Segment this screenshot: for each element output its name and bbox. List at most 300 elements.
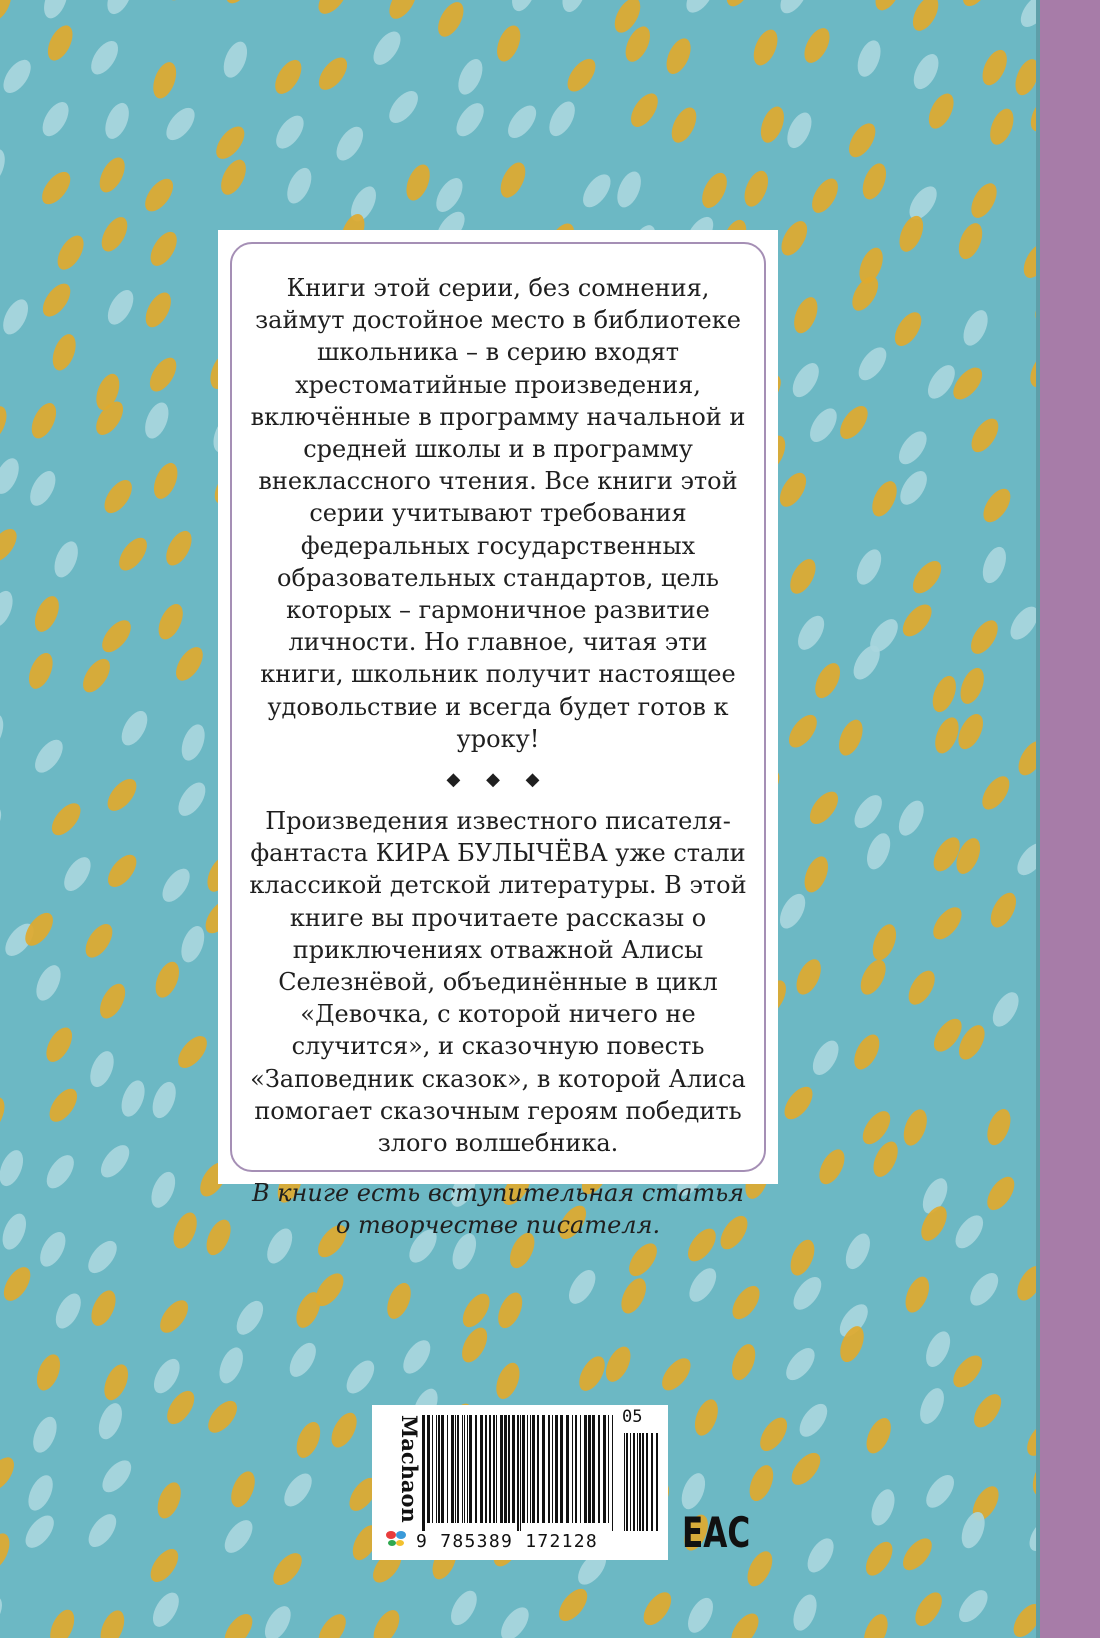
confetti-dot xyxy=(99,475,137,518)
confetti-dot xyxy=(0,295,33,338)
confetti-dot xyxy=(114,533,153,575)
barcode-digits: 9 785389 172128 xyxy=(416,1531,599,1552)
confetti-dot xyxy=(0,1592,7,1635)
barcode-addon-digits: 05 xyxy=(622,1407,643,1427)
confetti-dot xyxy=(30,593,64,636)
confetti-dot xyxy=(23,1471,57,1514)
confetti-dot xyxy=(27,399,61,442)
confetti-dot xyxy=(959,306,993,349)
confetti-dot xyxy=(37,279,75,322)
confetti-dot xyxy=(219,38,252,81)
confetti-dot xyxy=(313,0,352,19)
confetti-dot xyxy=(0,588,17,631)
confetti-dot xyxy=(382,1280,415,1323)
confetti-dot xyxy=(901,1273,934,1316)
confetti-dot xyxy=(909,50,944,93)
confetti-dot xyxy=(802,1534,839,1577)
confetti-dot xyxy=(779,1082,818,1124)
confetti-dot xyxy=(96,213,132,256)
confetti-dot xyxy=(95,1140,134,1182)
confetti-dot xyxy=(45,1606,79,1638)
confetti-dot xyxy=(726,1609,764,1638)
confetti-dot xyxy=(94,153,129,196)
confetti-dot xyxy=(0,679,5,722)
confetti-dot xyxy=(384,86,424,128)
confetti-dot xyxy=(895,212,928,255)
confetti-dot xyxy=(814,1145,850,1188)
barcode-bar xyxy=(455,1415,456,1523)
barcode-bar xyxy=(612,1415,613,1531)
barcode-addon-bar xyxy=(646,1433,648,1531)
confetti-dot xyxy=(31,961,65,1004)
confetti-dot xyxy=(775,890,811,933)
confetti-dot xyxy=(683,1594,718,1637)
confetti-dot xyxy=(154,600,188,643)
confetti-dot xyxy=(978,46,1012,89)
confetti-dot xyxy=(368,27,406,70)
barcode-bar xyxy=(500,1415,503,1523)
confetti-dot xyxy=(59,853,96,896)
confetti-dot xyxy=(0,331,4,374)
confetti-dot xyxy=(616,1274,651,1317)
confetti-dot xyxy=(398,1336,436,1379)
confetti-dot xyxy=(969,1389,1007,1432)
confetti-dot xyxy=(177,923,209,966)
confetti-dot xyxy=(783,710,822,752)
barcode-bar xyxy=(427,1415,430,1523)
confetti-dot xyxy=(578,170,616,213)
barcode-bar xyxy=(496,1415,497,1523)
confetti-dot xyxy=(907,556,946,598)
barcode-bar xyxy=(548,1415,550,1523)
confetti-dot xyxy=(94,1400,126,1443)
confetti-dot xyxy=(83,1509,122,1551)
confetti-dot xyxy=(48,331,80,374)
confetti-dot xyxy=(100,1361,133,1404)
confetti-dot xyxy=(161,527,197,570)
confetti-dot xyxy=(43,22,78,65)
confetti-dot xyxy=(86,1287,120,1330)
confetti-dot xyxy=(786,1448,826,1490)
confetti-dot xyxy=(271,111,309,154)
svg-text:EAC: EAC xyxy=(682,1508,751,1558)
confetti-dot xyxy=(897,599,937,641)
confetti-dot xyxy=(496,159,531,202)
barcode-bar xyxy=(555,1415,558,1523)
confetti-dot xyxy=(221,0,258,8)
confetti-dot xyxy=(46,798,86,840)
confetti-dot xyxy=(966,616,1004,659)
confetti-dot xyxy=(928,902,967,944)
confetti-dot xyxy=(786,1236,819,1279)
barcode-bar xyxy=(542,1415,545,1523)
confetti-dot xyxy=(953,710,988,753)
confetti-dot xyxy=(25,467,61,510)
confetti-dot xyxy=(775,468,812,511)
confetti-dot xyxy=(948,1350,988,1392)
confetti-dot xyxy=(793,611,830,654)
confetti-dot xyxy=(0,1453,19,1496)
confetti-dot xyxy=(103,286,139,329)
confetti-dot xyxy=(889,308,926,351)
confetti-dot xyxy=(544,97,580,140)
eac-certification-mark xyxy=(682,1503,751,1558)
confetti-dot xyxy=(20,1511,59,1553)
confetti-dot xyxy=(908,0,944,35)
confetti-dot xyxy=(856,956,891,999)
confetti-dot xyxy=(868,1138,902,1181)
confetti-dot xyxy=(853,37,885,80)
confetti-dot xyxy=(781,1343,820,1385)
confetti-dot xyxy=(966,414,1004,457)
series-description: Книги этой серии, без сомнения, займут достойное место в библиотеке школьника – в серию входят хрестоматийные произведения, включённые в программу начальной и средней школы и в программу внеклассного чтения. Все книги этой серии учитывают требования федеральных государственных образовательных стандартов, цель которых – гармоничное развитие личности. Но главное, читая эти книги, школьник получит настоящее удовольствие и всегда будет готов к уроку! xyxy=(250,274,746,753)
confetti-dot xyxy=(219,1515,258,1557)
confetti-dot xyxy=(983,1106,1015,1149)
confetti-dot xyxy=(44,1084,82,1127)
confetti-dot xyxy=(690,1396,722,1439)
barcode-bar xyxy=(489,1415,491,1523)
confetti-dot xyxy=(257,0,296,3)
barcode-bar xyxy=(608,1415,609,1523)
confetti-dot xyxy=(153,1479,185,1522)
confetti-dot xyxy=(492,22,525,65)
barcode-bar xyxy=(527,1415,528,1523)
barcode-bar xyxy=(517,1415,519,1531)
confetti-dot xyxy=(657,1353,696,1395)
confetti-dot xyxy=(151,958,184,1001)
barcode-bar xyxy=(469,1415,472,1523)
confetti-dot xyxy=(894,797,929,840)
barcode-bar xyxy=(438,1415,440,1523)
confetti-dot xyxy=(231,1296,268,1339)
confetti-dot xyxy=(553,1584,592,1626)
confetti-dot xyxy=(867,1486,899,1529)
barcode-bar xyxy=(560,1415,563,1523)
confetti-dot xyxy=(173,1031,213,1073)
confetti-dot xyxy=(862,830,894,873)
barcode-bar xyxy=(566,1415,569,1523)
barcode-label xyxy=(372,1405,668,1560)
barcode-bar xyxy=(552,1415,553,1523)
confetti-dot xyxy=(928,673,960,716)
confetti-dot xyxy=(789,1591,821,1634)
barcode-bar xyxy=(522,1415,525,1523)
barcode-bar xyxy=(432,1415,433,1523)
confetti-dot xyxy=(39,0,72,22)
confetti-dot xyxy=(613,168,646,211)
confetti-dot xyxy=(727,1341,760,1384)
barcode-bar xyxy=(584,1415,587,1523)
confetti-dot xyxy=(145,1544,184,1586)
barcode-bar xyxy=(592,1415,595,1523)
barcode-bar xyxy=(504,1415,507,1523)
confetti-dot xyxy=(954,220,987,263)
barcode-bar xyxy=(603,1415,606,1523)
confetti-dot xyxy=(954,1585,993,1627)
confetti-dot xyxy=(834,716,867,759)
barcode-bar xyxy=(475,1415,477,1523)
diamond-separator: ◆ ◆ ◆ xyxy=(446,769,550,791)
confetti-dot xyxy=(83,1236,122,1278)
confetti-dot xyxy=(103,850,142,892)
confetti-dot xyxy=(895,467,932,510)
barcode xyxy=(420,1415,660,1533)
barcode-bar xyxy=(480,1415,483,1523)
confetti-dot xyxy=(844,119,881,162)
confetti-dot xyxy=(41,1023,77,1066)
barcode-bar xyxy=(457,1415,459,1523)
barcode-bar xyxy=(575,1415,577,1523)
confetti-dot xyxy=(171,643,209,686)
confetti-dot xyxy=(140,288,176,331)
confetti-dot xyxy=(102,0,137,18)
confetti-dot xyxy=(260,1602,296,1638)
confetti-dot xyxy=(0,1030,3,1073)
confetti-dot xyxy=(145,227,182,270)
confetti-dot xyxy=(0,455,24,498)
confetti-dot xyxy=(147,1168,180,1211)
barcode-addon-bar xyxy=(656,1433,658,1531)
confetti-dot xyxy=(140,174,179,216)
confetti-dot xyxy=(986,889,1022,932)
barcode-bar xyxy=(467,1415,468,1523)
confetti-dot xyxy=(0,524,22,566)
confetti-dot xyxy=(791,955,825,998)
confetti-dot xyxy=(80,919,118,962)
confetti-dot xyxy=(326,1409,362,1452)
confetti-dot xyxy=(155,1295,194,1337)
barcode-bar xyxy=(530,1415,531,1523)
confetti-dot xyxy=(977,772,1015,815)
confetti-dot xyxy=(177,721,209,764)
confetti-dot xyxy=(101,100,134,143)
confetti-dot xyxy=(921,1470,960,1512)
barcode-addon-bar xyxy=(630,1433,631,1531)
svg-text:Machaon: Machaon xyxy=(397,1415,422,1523)
barcode-bar xyxy=(598,1415,600,1523)
confetti-dot xyxy=(624,1238,663,1280)
confetti-dot xyxy=(102,774,142,816)
confetti-dot xyxy=(157,864,195,907)
confetti-dot xyxy=(268,1548,308,1590)
confetti-dot xyxy=(341,1356,379,1399)
confetti-dot xyxy=(785,555,821,598)
confetti-dot xyxy=(835,401,874,443)
barcode-bar xyxy=(532,1415,535,1523)
confetti-dot xyxy=(96,1607,129,1638)
confetti-dot xyxy=(457,1324,492,1367)
confetti-dot xyxy=(0,802,7,845)
confetti-dot xyxy=(727,1281,765,1324)
confetti-dot xyxy=(30,735,69,777)
confetti-dot xyxy=(0,95,4,138)
confetti-dot xyxy=(861,1537,898,1580)
confetti-dot xyxy=(173,778,211,821)
confetti-dot xyxy=(51,1290,86,1333)
confetti-dot xyxy=(924,90,959,133)
barcode-addon-bar xyxy=(651,1433,653,1531)
confetti-dot xyxy=(50,538,83,581)
confetti-dot xyxy=(37,98,74,141)
barcode-bar xyxy=(588,1415,591,1523)
confetti-dot xyxy=(282,164,316,207)
barcode-bar xyxy=(451,1415,454,1523)
confetti-dot xyxy=(95,980,131,1023)
confetti-dot xyxy=(148,1588,185,1631)
confetti-dot xyxy=(451,98,489,141)
confetti-dot xyxy=(985,105,1018,148)
confetti-dot xyxy=(745,1462,778,1505)
confetti-dot xyxy=(956,665,989,708)
confetti-dot xyxy=(870,0,906,14)
confetti-dot xyxy=(431,174,468,217)
confetti-dot xyxy=(402,161,435,204)
confetti-dot xyxy=(921,1328,955,1371)
confetti-dot xyxy=(384,0,422,23)
confetti-dot xyxy=(493,1289,527,1332)
confetti-dot xyxy=(638,1587,677,1629)
barcode-addon-bar xyxy=(642,1433,644,1531)
confetti-dot xyxy=(841,1230,875,1273)
confetti-dot xyxy=(86,1048,119,1091)
confetti-dot xyxy=(667,104,702,147)
confetti-dot xyxy=(0,146,9,189)
confetti-dot xyxy=(910,1588,947,1631)
confetti-dot xyxy=(776,217,812,260)
confetti-dot xyxy=(0,1263,36,1306)
confetti-dot xyxy=(202,1216,236,1259)
barcode-addon-bar xyxy=(626,1433,628,1531)
barcode-bar xyxy=(508,1415,510,1523)
confetti-dot xyxy=(782,109,816,152)
confetti-dot xyxy=(0,0,16,24)
confetti-dot xyxy=(149,59,181,102)
barcode-bar xyxy=(441,1415,444,1523)
barcode-bar xyxy=(580,1415,581,1523)
confetti-dot xyxy=(211,122,250,164)
confetti-dot xyxy=(219,1609,258,1638)
confetti-dot xyxy=(681,0,719,17)
confetti-dot xyxy=(203,1396,243,1438)
confetti-dot xyxy=(292,1419,325,1462)
confetti-dot xyxy=(564,1265,601,1308)
barcode-bar xyxy=(485,1415,487,1523)
confetti-dot xyxy=(35,1228,71,1271)
confetti-dot xyxy=(788,1272,827,1314)
confetti-dot xyxy=(162,1386,200,1429)
description-panel xyxy=(218,230,778,1240)
confetti-dot xyxy=(270,55,307,98)
confetti-dot xyxy=(457,1289,495,1332)
confetti-dot xyxy=(0,1530,14,1573)
confetti-dot xyxy=(749,26,782,69)
barcode-bar xyxy=(436,1415,437,1523)
barcode-bar xyxy=(512,1415,515,1523)
confetti-dot xyxy=(41,1150,79,1193)
confetti-dot xyxy=(787,359,824,402)
confetti-dot xyxy=(368,1606,404,1638)
machaon-logo xyxy=(380,1411,422,1553)
confetti-dot xyxy=(930,714,963,757)
confetti-dot xyxy=(807,174,844,217)
confetti-dot xyxy=(800,853,833,896)
confetti-dot xyxy=(978,544,1010,587)
confetti-dot xyxy=(149,460,182,503)
panel-text xyxy=(248,272,748,1242)
confetti-dot xyxy=(226,1468,259,1511)
barcode-bar xyxy=(572,1415,573,1523)
confetti-dot xyxy=(805,404,843,447)
confetti-dot xyxy=(697,169,732,212)
intro-article-note: В книге есть вступительная статья о творчестве писателя. xyxy=(251,1179,745,1240)
confetti-dot xyxy=(721,0,757,10)
confetti-dot xyxy=(858,160,891,203)
confetti-dot xyxy=(140,399,173,442)
confetti-dot xyxy=(117,1077,149,1120)
confetti-dot xyxy=(904,182,942,225)
confetti-dot xyxy=(852,546,886,589)
confetti-dot xyxy=(37,167,76,209)
confetti-dot xyxy=(804,787,843,829)
confetti-dot xyxy=(78,654,116,697)
confetti-dot xyxy=(0,835,1,878)
book-spine xyxy=(1040,0,1100,1638)
confetti-dot xyxy=(966,179,1002,222)
confetti-dot xyxy=(898,1533,938,1575)
confetti-dot xyxy=(149,1355,185,1398)
confetti-dot xyxy=(987,988,1023,1031)
confetti-dot xyxy=(507,0,540,15)
confetti-dot xyxy=(810,659,845,702)
confetti-dot xyxy=(503,101,542,143)
confetti-dot xyxy=(86,36,124,79)
barcode-bar xyxy=(447,1415,448,1523)
confetti-dot xyxy=(794,1399,833,1441)
confetti-dot xyxy=(868,921,901,964)
confetti-dot xyxy=(982,1172,1020,1215)
confetti-dot xyxy=(0,1093,9,1136)
confetti-dot xyxy=(775,0,813,18)
confetti-dot xyxy=(97,615,137,657)
confetti-dot xyxy=(496,1603,535,1638)
barcode-addon-bar xyxy=(633,1433,635,1531)
confetti-dot xyxy=(849,790,887,833)
confetti-dot xyxy=(899,1106,931,1149)
confetti-dot xyxy=(862,1414,896,1457)
confetti-dot xyxy=(626,89,664,132)
confetti-dot xyxy=(162,0,198,5)
confetti-dot xyxy=(0,403,11,446)
butterfly-icon xyxy=(386,1531,406,1546)
confetti-dot xyxy=(978,484,1016,527)
confetti-dot xyxy=(958,0,996,11)
confetti-dot xyxy=(574,1352,610,1395)
confetti-dot xyxy=(215,1344,248,1387)
confetti-dot xyxy=(313,1609,351,1638)
barcode-bar xyxy=(537,1415,539,1523)
confetti-dot xyxy=(446,1586,482,1629)
confetti-dot xyxy=(662,35,696,78)
confetti-dot xyxy=(116,707,152,750)
confetti-dot xyxy=(0,711,8,754)
confetti-dot xyxy=(331,122,368,165)
confetti-dot xyxy=(894,427,933,469)
barcode-addon-bar xyxy=(637,1433,638,1531)
confetti-dot xyxy=(867,477,902,520)
confetti-dot xyxy=(216,156,251,199)
confetti-dot xyxy=(903,966,940,1009)
confetti-dot xyxy=(492,1360,524,1403)
